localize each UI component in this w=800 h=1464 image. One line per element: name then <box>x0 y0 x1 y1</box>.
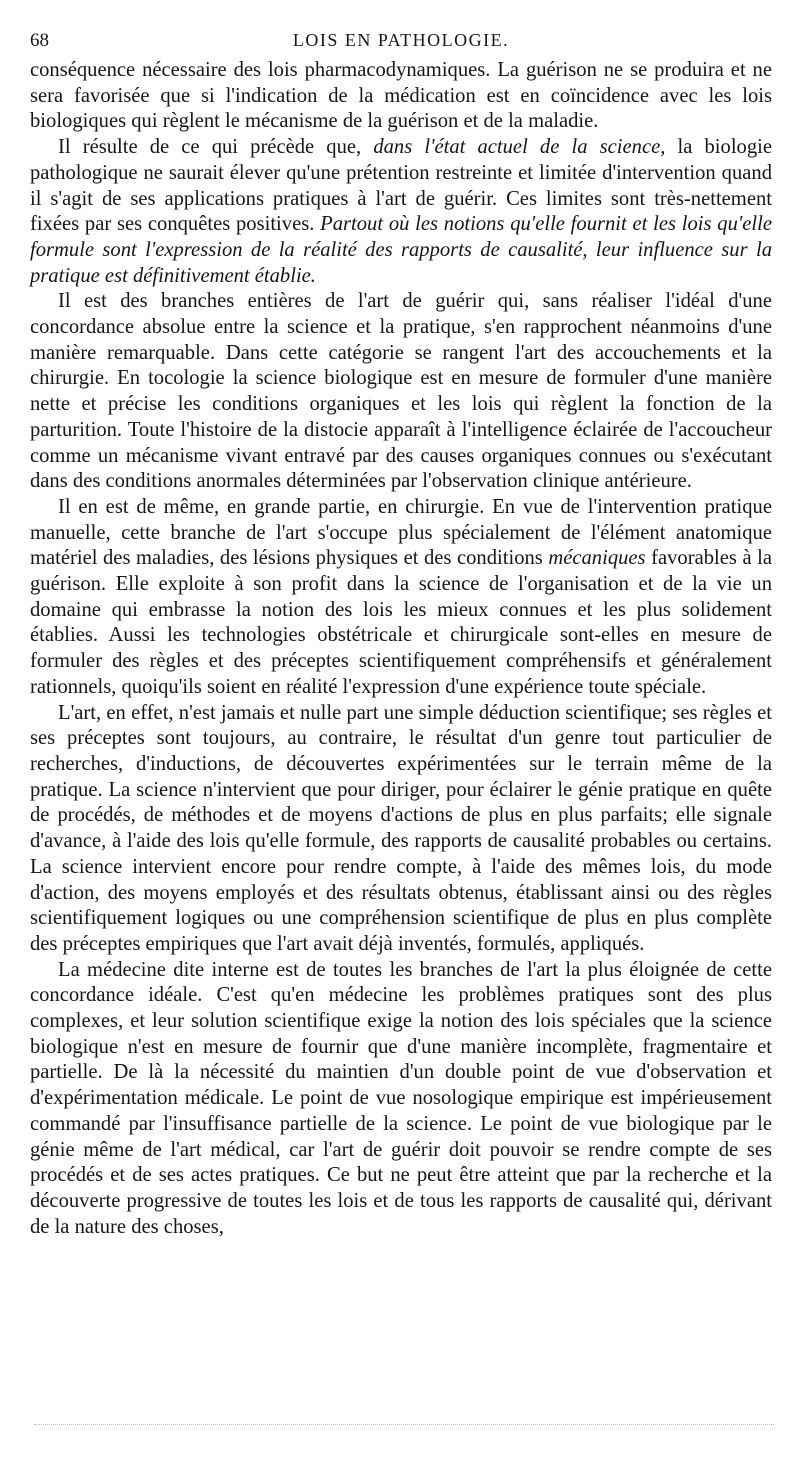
paragraph-1 <box>30 58 772 135</box>
paragraph-6-text: La médecine dite interne est de toutes les branches de l'art la plus éloignée de cette concordance idéale. C'est qu'en médecine les problèmes pratiques sont des plus complexes, et leur solution scientifique exige la notion des lois spéciales que la science biologique n'est en mesure de fournir que d'une manière incomplète, fragmentaire et partielle. De là la nécessité du maintien d'un double point de vue d'observation et d'expérimentation médicale. Le point de vue nosologique empirique est impérieusement commandé par l'insuffisance partielle de la science. Le point de vue biologique par le génie même de l'art médical, car l'art de guérir doit pouvoir se rendre compte de ses procédés et de ses actes pratiques. Ce but ne peut être atteint que par la recherche et la découverte progressive de toutes les lois et de tous les rapports de causalité qui, dérivant de la nature des choses, <box>30 958 772 1238</box>
paragraph-6 <box>30 958 772 1241</box>
running-title: LOIS EN PATHOLOGIE. <box>292 30 510 50</box>
paragraph-2-italic-sentence: Partout où les notions qu'elle fournit et les lois qu'elle formule sont l'expression de la réalité des rapports de causalité, leur influence sur la pratique est définitivement établie. <box>30 213 772 287</box>
paragraph-2-italic-phrase: dans l'état actuel de la science, <box>373 136 666 159</box>
body-text <box>30 58 772 1240</box>
paragraph-4-text-cont: favorables à la guérison. Elle exploite à son profit dans la science de l'organisation et de la vie un domaine qui embrasse la notion des lois les mieux connues et les plus solidement établies. Aussi les technologies obstétricale et chirurgicale sont-elles en mesure de formuler des règles et des préceptes scientifiquement compréhensifs et généralement rationnels, quoiqu'ils soient en réalité l'expression d'une expérience toute spéciale. <box>30 547 772 698</box>
paragraph-5 <box>30 701 772 958</box>
book-page <box>30 26 772 1240</box>
paragraph-4-italic-word: mécaniques <box>548 547 646 570</box>
paragraph-2 <box>30 135 772 289</box>
page-header <box>30 26 772 58</box>
paragraph-1-text: conséquence nécessaire des lois pharmacodynamiques. La guérison ne se produira et ne sera favorisée que si l'indication de la médication est en coïncidence avec les lois biologiques qui règlent le mécanisme de la guérison et de la maladie. <box>30 59 772 133</box>
paragraph-3 <box>30 289 772 495</box>
page-number: 68 <box>30 30 49 51</box>
paragraph-2-text: Il résulte de ce qui précède que, <box>58 136 374 159</box>
footer-rule <box>34 1424 774 1425</box>
paragraph-2-text-cont: la biologie pathologique ne saurait élever qu'une prétention restreinte et limitée d'intervention quand il s'agit de ses applications pratiques à l'art de guérir. Ces limites sont très-nettement fixées par ses conquêtes positives. <box>30 136 773 236</box>
paragraph-5-text: L'art, en effet, n'est jamais et nulle part une simple déduction scientifique; ses règles et ses préceptes sont toujours, au contraire, le résultat d'un genre tout particulier de recherches, d'inductions, de découvertes expérimentées sur le terrain même de la pratique. La science n'intervient que pour diriger, pour éclairer le génie pratique en quête de procédés, de méthodes et de moyens d'actions de plus en plus parfaits; elle signale d'avance, à l'aide des lois qu'elle formule, des rapports de causalité probables ou certains. La science intervient encore pour rendre compte, à l'aide des mêmes lois, du mode d'action, des moyens employés et des résultats obtenus, établissant ainsi ou des règles scientifiquement logiques ou une compréhension scientifique de plus en plus complète des préceptes empiriques que l'art avait déjà inventés, formulés, appliqués. <box>30 701 772 955</box>
paragraph-4 <box>30 495 772 701</box>
paragraph-4-text: Il en est de même, en grande partie, en chirurgie. En vue de l'intervention pratique manuelle, cette branche de l'art s'occupe plus spécialement de l'élément anatomique matériel des maladies, des lésions physiques et des conditions <box>30 495 772 570</box>
paragraph-3-text: Il est des branches entières de l'art de guérir qui, sans réaliser l'idéal d'une concordance absolue entre la science et la pratique, s'en rapprochent néanmoins d'une manière remarquable. Dans cette catégorie se rangent l'art des accouchements et la chirurgie. En tocologie la science biologique est en mesure de formuler d'une manière nette et précise les conditions organiques et les lois qui règlent la fonction de la parturition. Toute l'histoire de la distocie apparaît à l'intelligence éclairée de l'accoucheur comme un mécanisme vivant entravé par des causes organiques connues ou s'exécutant dans des conditions anormales déterminées par l'observation clinique antérieure. <box>30 290 772 493</box>
